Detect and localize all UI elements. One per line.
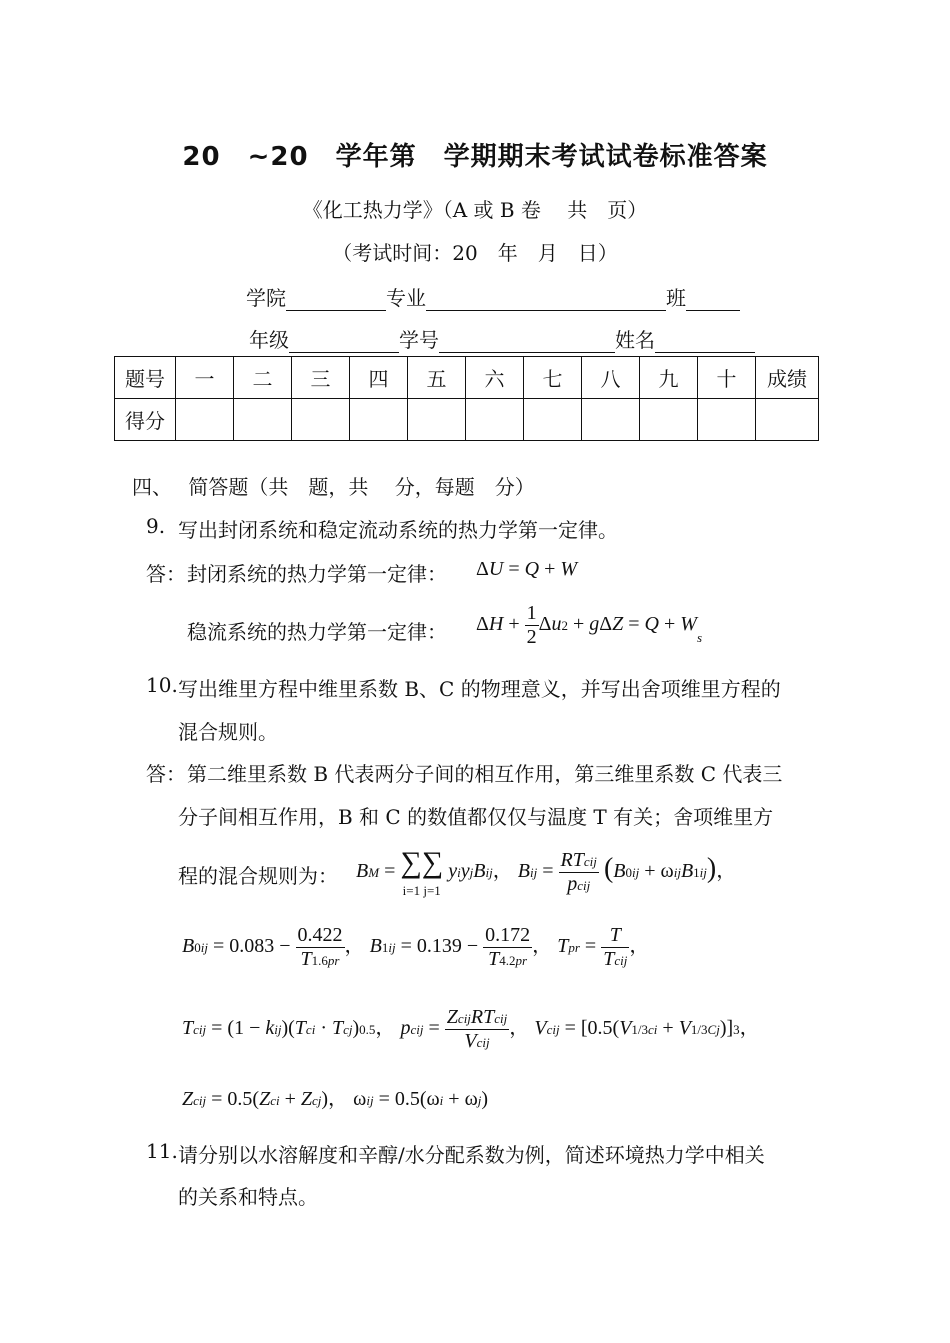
- question-10-number: 10.: [146, 673, 178, 697]
- name-blank: [655, 330, 755, 353]
- exam-title: 20 ~20 学年第 学期期末考试试卷标准答案: [182, 142, 768, 172]
- score-table: [114, 356, 819, 441]
- student-info-row-2: [249, 324, 755, 353]
- zcij-omega-equations: Zcij = 0.5(Zci + Zcj)， ωij = 0.5(ωi + ωj): [182, 1088, 489, 1110]
- student-id-blank: [439, 330, 615, 353]
- score-cell[interactable]: [234, 399, 292, 441]
- mixing-rule-bm-equation: BM = ∑∑ i=1 j=1 yiyjBij， Bij = $\frac{\text{RTcij}}{\text{pcij}}$ (B0ij + ωijB1ij)，: [356, 846, 737, 898]
- student-info-row-1: [246, 282, 740, 311]
- score-header-cell: 七: [524, 357, 582, 399]
- question-9-answer-line-2: 稳流系统的热力学第一定律：: [187, 620, 447, 644]
- major-label: 专业: [386, 286, 426, 310]
- score-table-header-row: [115, 357, 819, 399]
- question-10-answer-line-1: 第二维里系数 B 代表两分子间的相互作用，第三维里系数 C 代表三: [187, 762, 783, 786]
- score-cell[interactable]: [292, 399, 350, 441]
- class-blank: [686, 288, 740, 311]
- question-10-answer-line-2: 分子间相互作用，B 和 C 的数值都仅仅与温度 T 有关；舍项维里方: [178, 805, 774, 829]
- question-11-number: 11.: [146, 1139, 178, 1163]
- college-blank: [286, 288, 386, 311]
- student-id-label: 学号: [399, 328, 439, 352]
- question-9-answer-line-1: 封闭系统的热力学第一定律：: [187, 562, 447, 586]
- exam-subtitle: 《化工热力学》（A 或 B 卷 共 页）: [302, 198, 648, 222]
- score-row-label: 得分: [115, 399, 176, 441]
- exam-time: （考试时间：20 年 月 日）: [332, 241, 618, 265]
- score-header-cell: 八: [582, 357, 640, 399]
- score-cell[interactable]: [466, 399, 524, 441]
- question-11-text-line-1: 请分别以水溶解度和辛醇/水分配系数为例，简述环境热力学中相关: [178, 1143, 765, 1167]
- closed-system-equation: ΔU = Q + W: [476, 558, 578, 580]
- score-header-cell: 六: [466, 357, 524, 399]
- question-9-number: 9.: [146, 514, 166, 538]
- score-header-cell: 三: [292, 357, 350, 399]
- score-cell[interactable]: [756, 399, 819, 441]
- score-cell[interactable]: [350, 399, 408, 441]
- question-9-text: 写出封闭系统和稳定流动系统的热力学第一定律。: [178, 518, 618, 542]
- question-9-answer-label: 答：: [146, 562, 186, 586]
- class-label: 班: [666, 286, 686, 310]
- question-10-answer-label: 答：: [146, 762, 186, 786]
- score-header-cell: 二: [234, 357, 292, 399]
- question-10-text-line-2: 混合规则。: [178, 720, 278, 744]
- score-cell[interactable]: [640, 399, 698, 441]
- question-10-answer-line-3: 程的混合规则为：: [178, 864, 338, 888]
- b0-b1-tpr-equations: B0ij = 0.083 − $\frac{0.422}{T1.6pr}$ ， B1ij = 0.139 − $\frac{0.172}{T4.2pr}$ ， Tpr = $\frac{T}{\text{Tcij}}$ ，: [182, 924, 650, 970]
- grade-label: 年级: [249, 328, 289, 352]
- score-table-score-row: [115, 399, 819, 441]
- score-cell[interactable]: [176, 399, 234, 441]
- score-cell[interactable]: [524, 399, 582, 441]
- score-header-cell: 题号: [115, 357, 176, 399]
- score-header-cell: 四: [350, 357, 408, 399]
- score-cell[interactable]: [408, 399, 466, 441]
- grade-blank: [289, 330, 399, 353]
- question-10-text-line-1: 写出维里方程中维里系数 B、C 的物理意义，并写出舍项维里方程的: [178, 677, 781, 701]
- score-cell[interactable]: [582, 399, 640, 441]
- score-header-cell: 十: [698, 357, 756, 399]
- college-label: 学院: [246, 286, 286, 310]
- score-header-cell: 九: [640, 357, 698, 399]
- score-header-cell: 一: [176, 357, 234, 399]
- steady-flow-equation: ΔH + $\frac{1}{2}$ $\Delta u2 + g\Delta Z = Q + W_s$: [476, 602, 703, 648]
- score-cell[interactable]: [698, 399, 756, 441]
- score-header-cell: 成绩: [756, 357, 819, 399]
- tcij-pcij-vcij-equations: Tcij = (1 − kij)(Tci · Tcj)0.5， pcij = $\frac{\text{ZcijRTcij}}{\text{Vcij}}$ ， Vcij = [0.5(V1/3ci + V1/3Cj)]3，: [182, 1006, 760, 1052]
- score-header-cell: 五: [408, 357, 466, 399]
- major-blank: [426, 288, 666, 311]
- section-title: 四、 简答题（共 题，共 分，每题 分）: [132, 475, 535, 499]
- name-label: 姓名: [615, 328, 655, 352]
- question-11-text-line-2: 的关系和特点。: [178, 1185, 318, 1209]
